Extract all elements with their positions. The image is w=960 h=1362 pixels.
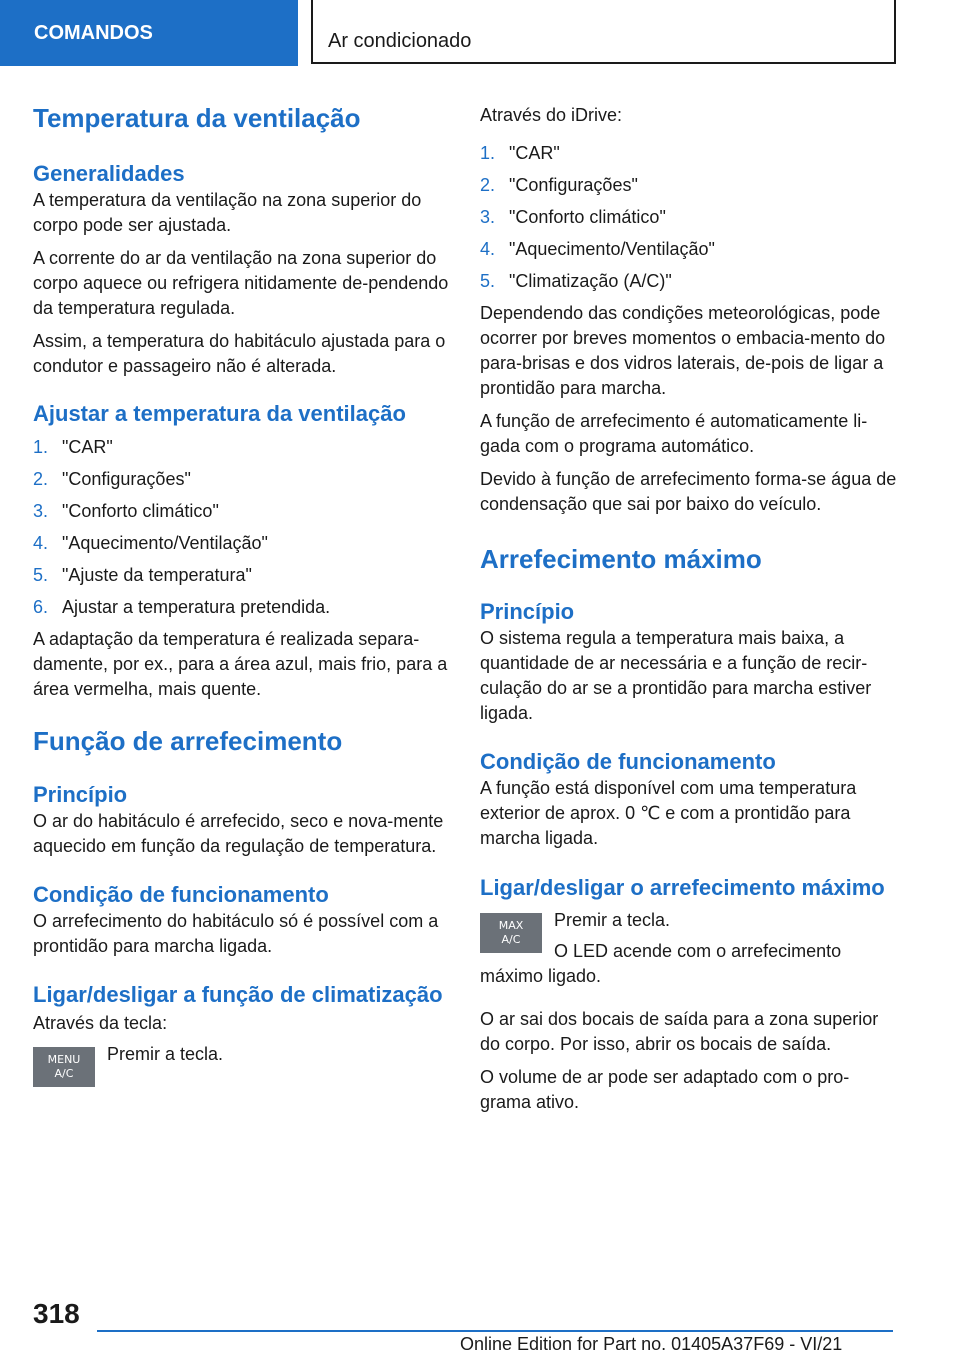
step-number: 4. [33,533,49,553]
subheading-toggle-max-cooling: Ligar/desligar o arrefecimento máximo [480,875,885,900]
step-text: "Conforto climático" [62,501,219,521]
right-column [480,100,898,1115]
subheading-principle: Princípio [480,599,575,624]
paragraph: A temperatura da ventilação na zona superior do corpo pode ser ajustada. [33,190,422,235]
step-number: 5. [33,565,49,585]
step-number: 5. [480,271,496,291]
step-text: "Ajuste da temperatura" [62,565,252,585]
step-text: "Aquecimento/Ventilação" [509,239,715,259]
paragraph: A adaptação da temperatura é realizada separa-damente, por ex., para a área azul, mais frio, para a área vermelha, mais quente. [33,629,448,699]
menu-ac-key-icon [33,1047,95,1087]
key-label-top: MAX [498,919,524,932]
step-number: 6. [33,597,49,617]
left-column [33,100,451,1087]
paragraph: O volume de ar pode ser adaptado com o pro-grama ativo. [480,1067,850,1112]
list-item [33,499,451,524]
section-title-vent-temp: Temperatura da ventilação [33,103,361,133]
key-label-bottom: A/C [54,1067,74,1080]
step-number: 2. [480,175,496,195]
key-label-bottom: A/C [501,933,521,946]
section-title-max-cooling: Arrefecimento máximo [480,544,762,574]
list-item [33,531,451,556]
paragraph: Através do iDrive: [480,105,623,125]
step-text: "Conforto climático" [509,207,666,227]
paragraph: O ar sai dos bocais de saída para a zona superior do corpo. Por isso, abrir os bocais de saída. [480,1009,879,1054]
paragraph: Assim, a temperatura do habitáculo ajustada para o condutor e passageiro não é alterada. [33,331,446,376]
list-item [33,563,451,588]
step-text: "Aquecimento/Ventilação" [62,533,268,553]
key-label-top: MENU [47,1053,81,1066]
step-text: Ajustar a temperatura pretendida. [62,597,331,617]
subheading-operating-condition: Condição de funcionamento [480,749,776,774]
key-instruction-menu-ac [33,1042,451,1087]
steps-list-vent-temp [33,435,451,620]
list-item [480,173,898,198]
list-item [33,595,451,620]
list-item [33,435,451,460]
paragraph: Premir a tecla. [554,910,671,930]
list-item [480,237,898,262]
edition-note: Online Edition for Part no. 01405A37F69 - VI/21 [460,1334,843,1354]
page-number: 318 [33,1298,80,1329]
paragraph: O LED acende com o arrefecimento máximo ligado. [480,941,842,986]
subheading-adjust-vent-temp: Ajustar a temperatura da ventilação [33,401,406,426]
chapter-tab: COMANDOS [0,0,298,66]
step-text: "CAR" [62,437,113,457]
step-text: "Configurações" [62,469,191,489]
step-text: "Climatização (A/C)" [509,271,672,291]
list-item [480,205,898,230]
paragraph: Através da tecla: [33,1013,168,1033]
step-number: 4. [480,239,496,259]
paragraph: A função está disponível com uma temperatura exterior de aprox. 0 ℃ e com a prontidão para marcha ligada. [480,778,857,848]
step-number: 1. [33,437,49,457]
paragraph: A função de arrefecimento é automaticamente li-gada com o programa automático. [480,411,868,456]
paragraph: O arrefecimento do habitáculo só é possível com a prontidão para marcha ligada. [33,911,439,956]
paragraph: Premir a tecla. [107,1044,224,1064]
step-number: 2. [33,469,49,489]
list-item [33,467,451,492]
step-text: "Configurações" [509,175,638,195]
paragraph: O sistema regula a temperatura mais baixa, a quantidade de ar necessária e a função de recir-culação do ar se a prontidão para marcha estiver ligada. [480,628,872,723]
section-title-cooling-function: Função de arrefecimento [33,726,343,756]
steps-list-climate [480,141,898,294]
paragraph: Dependendo das condições meteorológicas, pode ocorrer por breves momentos o embacia-mento do para-brisas e dos vidros laterais, de-pois de ligar a prontidão para marcha. [480,303,886,398]
paragraph: O ar do habitáculo é arrefecido, seco e nova-mente aquecido em função da regulação de temperatura. [33,811,444,856]
step-number: 3. [33,501,49,521]
topic-header: Ar condicionado [311,0,896,64]
step-number: 3. [480,207,496,227]
paragraph: Devido à função de arrefecimento forma-se água de condensação que sai por baixo do veículo. [480,469,897,514]
step-number: 1. [480,143,496,163]
subheading-toggle-climate: Ligar/desligar a função de climatização [33,982,443,1007]
step-text: "CAR" [509,143,560,163]
subheading-operating-condition: Condição de funcionamento [33,882,329,907]
list-item [480,141,898,166]
footer-divider [97,1330,893,1332]
paragraph: A corrente do ar da ventilação na zona superior do corpo aquece ou refrigera nitidamente de-pendendo da temperatura regulada. [33,248,449,318]
subheading-generalities: Generalidades [33,161,185,186]
max-ac-key-icon [480,913,542,953]
subheading-principle: Princípio [33,782,128,807]
list-item [480,269,898,294]
